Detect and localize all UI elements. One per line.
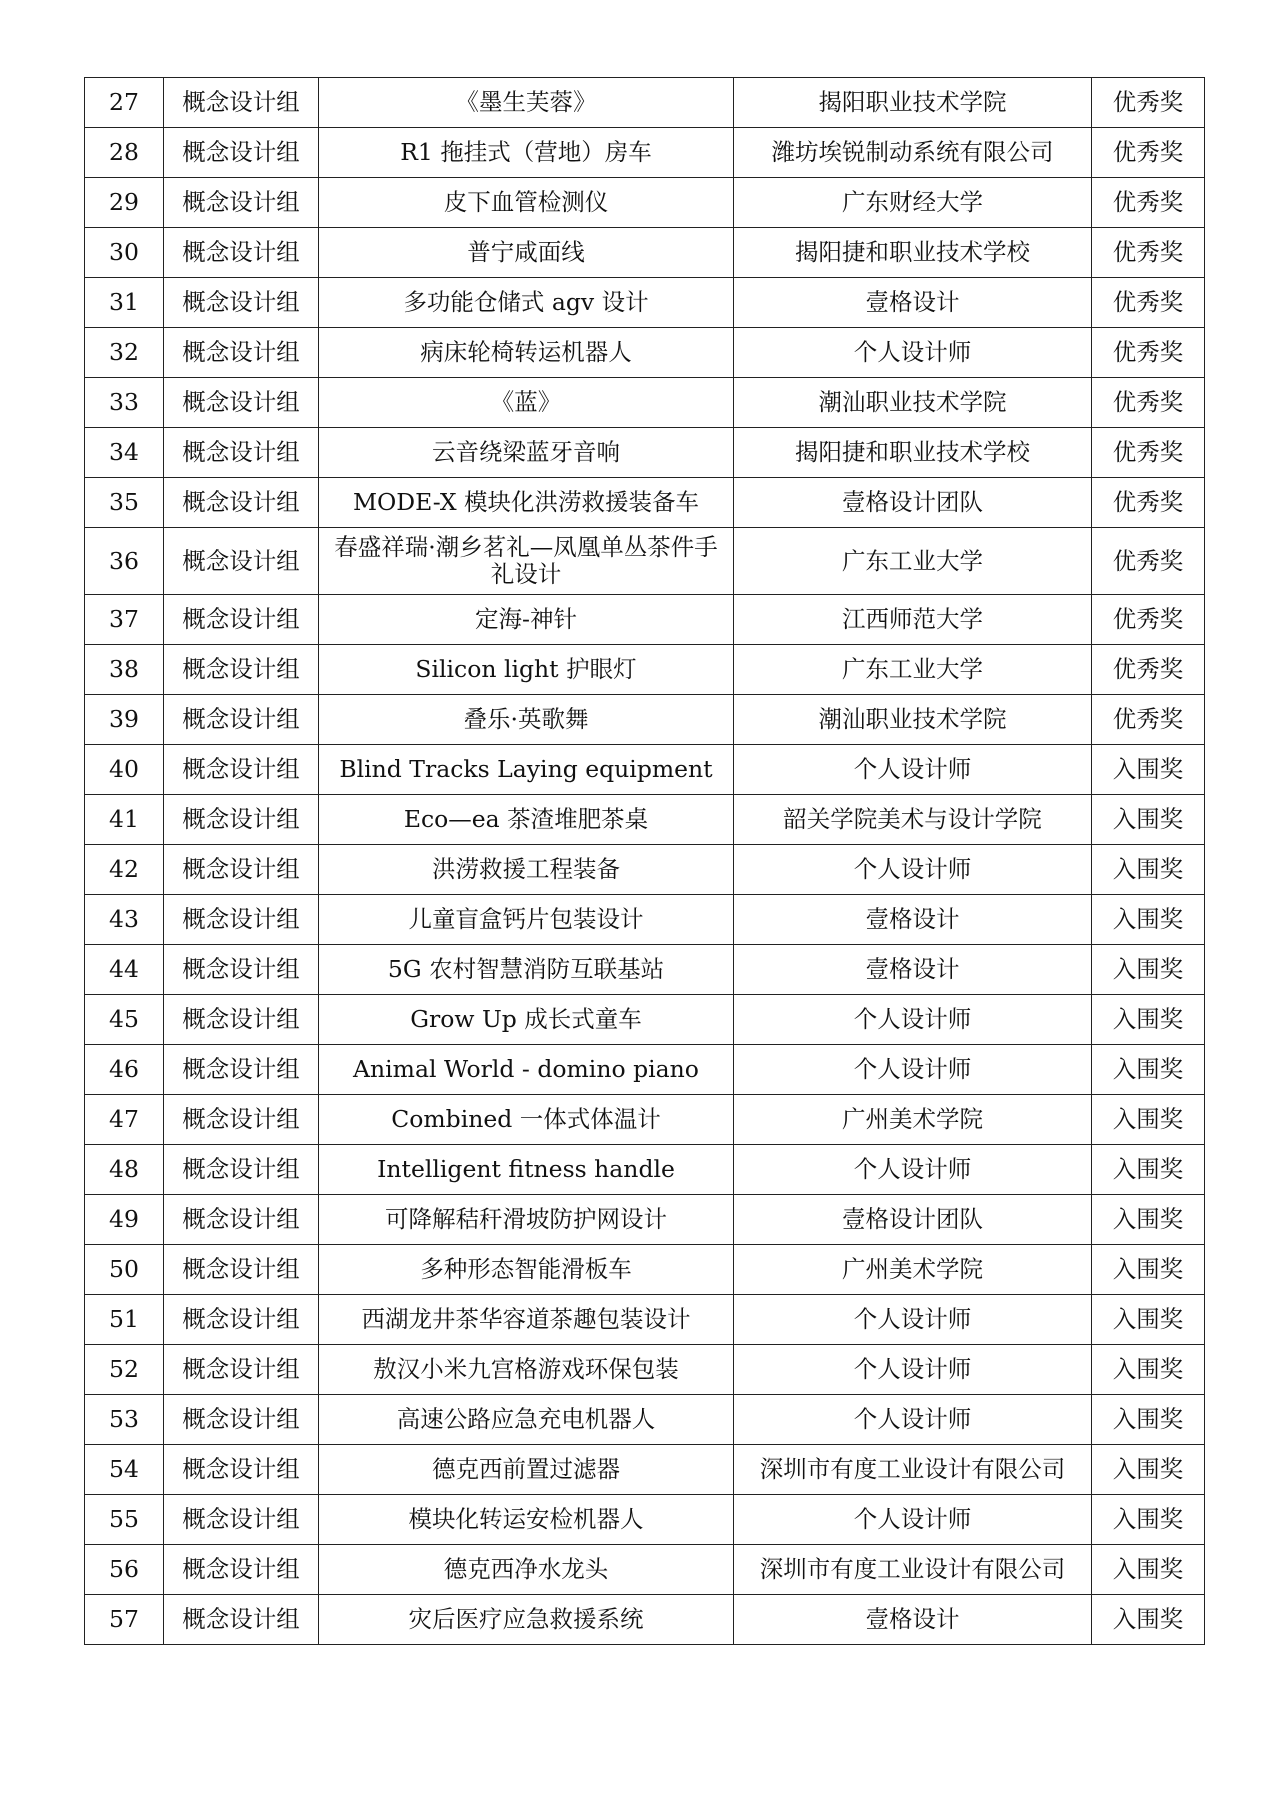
table-row xyxy=(85,645,1205,695)
cell-work-title: 叠乐·英歌舞 xyxy=(319,695,734,745)
cell-work-title: Intelligent fitness handle xyxy=(319,1145,734,1195)
cell-organization: 个人设计师 xyxy=(734,1345,1092,1395)
cell-group: 概念设计组 xyxy=(164,745,319,795)
table-row xyxy=(85,178,1205,228)
cell-award: 入围奖 xyxy=(1092,1445,1205,1495)
cell-number: 54 xyxy=(85,1445,164,1495)
cell-group: 概念设计组 xyxy=(164,645,319,695)
table-row xyxy=(85,1295,1205,1345)
table-row xyxy=(85,328,1205,378)
cell-number: 30 xyxy=(85,228,164,278)
cell-number: 35 xyxy=(85,478,164,528)
cell-work-title: 敖汉小米九宫格游戏环保包装 xyxy=(319,1345,734,1395)
cell-number: 41 xyxy=(85,795,164,845)
cell-number: 36 xyxy=(85,528,164,595)
cell-work-title: 《墨生芙蓉》 xyxy=(319,78,734,128)
table-row xyxy=(85,1445,1205,1495)
table-row xyxy=(85,228,1205,278)
cell-group: 概念设计组 xyxy=(164,178,319,228)
table-row xyxy=(85,1045,1205,1095)
cell-group: 概念设计组 xyxy=(164,1395,319,1445)
cell-work-title: 定海-神针 xyxy=(319,595,734,645)
cell-award: 入围奖 xyxy=(1092,895,1205,945)
cell-organization: 深圳市有度工业设计有限公司 xyxy=(734,1445,1092,1495)
cell-group: 概念设计组 xyxy=(164,1245,319,1295)
cell-work-title: 普宁咸面线 xyxy=(319,228,734,278)
cell-group: 概念设计组 xyxy=(164,128,319,178)
cell-organization: 潮汕职业技术学院 xyxy=(734,695,1092,745)
table-row xyxy=(85,1395,1205,1445)
cell-award: 入围奖 xyxy=(1092,1345,1205,1395)
cell-work-title: Silicon light 护眼灯 xyxy=(319,645,734,695)
awards-table xyxy=(84,77,1205,1645)
cell-number: 40 xyxy=(85,745,164,795)
cell-number: 53 xyxy=(85,1395,164,1445)
cell-award: 入围奖 xyxy=(1092,795,1205,845)
cell-work-title: Animal World - domino piano xyxy=(319,1045,734,1095)
cell-organization: 壹格设计 xyxy=(734,895,1092,945)
cell-award: 入围奖 xyxy=(1092,1395,1205,1445)
cell-work-title: Grow Up 成长式童车 xyxy=(319,995,734,1045)
table-row xyxy=(85,945,1205,995)
cell-group: 概念设计组 xyxy=(164,1445,319,1495)
cell-organization: 广东工业大学 xyxy=(734,645,1092,695)
cell-organization: 个人设计师 xyxy=(734,1395,1092,1445)
cell-award: 优秀奖 xyxy=(1092,595,1205,645)
cell-organization: 广东工业大学 xyxy=(734,528,1092,595)
table-row xyxy=(85,528,1205,595)
cell-award: 入围奖 xyxy=(1092,1195,1205,1245)
table-row xyxy=(85,1145,1205,1195)
cell-award: 优秀奖 xyxy=(1092,378,1205,428)
cell-organization: 揭阳职业技术学院 xyxy=(734,78,1092,128)
cell-work-title: 德克西前置过滤器 xyxy=(319,1445,734,1495)
cell-organization: 揭阳捷和职业技术学校 xyxy=(734,228,1092,278)
cell-group: 概念设计组 xyxy=(164,1295,319,1345)
table-row xyxy=(85,895,1205,945)
cell-group: 概念设计组 xyxy=(164,378,319,428)
table-row xyxy=(85,695,1205,745)
cell-organization: 广东财经大学 xyxy=(734,178,1092,228)
table-row xyxy=(85,745,1205,795)
cell-award: 入围奖 xyxy=(1092,945,1205,995)
cell-award: 入围奖 xyxy=(1092,1295,1205,1345)
cell-number: 44 xyxy=(85,945,164,995)
cell-work-title: Blind Tracks Laying equipment xyxy=(319,745,734,795)
cell-organization: 广州美术学院 xyxy=(734,1245,1092,1295)
cell-award: 优秀奖 xyxy=(1092,645,1205,695)
cell-group: 概念设计组 xyxy=(164,328,319,378)
cell-group: 概念设计组 xyxy=(164,428,319,478)
cell-work-title: R1 拖挂式（营地）房车 xyxy=(319,128,734,178)
table-row xyxy=(85,378,1205,428)
cell-award: 优秀奖 xyxy=(1092,128,1205,178)
cell-organization: 深圳市有度工业设计有限公司 xyxy=(734,1545,1092,1595)
table-row xyxy=(85,1545,1205,1595)
cell-organization: 壹格设计 xyxy=(734,945,1092,995)
cell-number: 27 xyxy=(85,78,164,128)
table-row xyxy=(85,1345,1205,1395)
cell-organization: 揭阳捷和职业技术学校 xyxy=(734,428,1092,478)
table-row xyxy=(85,128,1205,178)
cell-group: 概念设计组 xyxy=(164,1495,319,1545)
cell-award: 优秀奖 xyxy=(1092,278,1205,328)
cell-number: 45 xyxy=(85,995,164,1045)
table-row xyxy=(85,1595,1205,1645)
table-row xyxy=(85,1245,1205,1295)
cell-group: 概念设计组 xyxy=(164,1595,319,1645)
table-row xyxy=(85,1195,1205,1245)
cell-work-title: 多种形态智能滑板车 xyxy=(319,1245,734,1295)
cell-group: 概念设计组 xyxy=(164,895,319,945)
table-row xyxy=(85,995,1205,1045)
cell-organization: 个人设计师 xyxy=(734,745,1092,795)
cell-group: 概念设计组 xyxy=(164,78,319,128)
cell-group: 概念设计组 xyxy=(164,1095,319,1145)
cell-award: 优秀奖 xyxy=(1092,78,1205,128)
cell-group: 概念设计组 xyxy=(164,528,319,595)
cell-number: 34 xyxy=(85,428,164,478)
cell-organization: 壹格设计团队 xyxy=(734,478,1092,528)
cell-number: 55 xyxy=(85,1495,164,1545)
cell-work-title: 云音绕梁蓝牙音响 xyxy=(319,428,734,478)
cell-award: 入围奖 xyxy=(1092,1495,1205,1545)
table-row xyxy=(85,795,1205,845)
cell-work-title: 春盛祥瑞·潮乡茗礼—凤凰单丛茶件手礼设计 xyxy=(319,528,734,595)
table-row xyxy=(85,478,1205,528)
cell-number: 48 xyxy=(85,1145,164,1195)
table-row xyxy=(85,845,1205,895)
cell-award: 入围奖 xyxy=(1092,1095,1205,1145)
cell-group: 概念设计组 xyxy=(164,845,319,895)
cell-organization: 个人设计师 xyxy=(734,845,1092,895)
cell-award: 优秀奖 xyxy=(1092,478,1205,528)
cell-award: 优秀奖 xyxy=(1092,178,1205,228)
cell-work-title: 德克西净水龙头 xyxy=(319,1545,734,1595)
cell-work-title: 《蓝》 xyxy=(319,378,734,428)
cell-work-title: 模块化转运安检机器人 xyxy=(319,1495,734,1545)
cell-number: 37 xyxy=(85,595,164,645)
cell-group: 概念设计组 xyxy=(164,795,319,845)
cell-work-title: Combined 一体式体温计 xyxy=(319,1095,734,1145)
cell-work-title: 多功能仓储式 agv 设计 xyxy=(319,278,734,328)
cell-award: 优秀奖 xyxy=(1092,528,1205,595)
awards-table-body xyxy=(85,78,1205,1645)
cell-organization: 个人设计师 xyxy=(734,995,1092,1045)
table-row xyxy=(85,78,1205,128)
cell-award: 优秀奖 xyxy=(1092,228,1205,278)
cell-award: 优秀奖 xyxy=(1092,328,1205,378)
cell-number: 39 xyxy=(85,695,164,745)
cell-work-title: 5G 农村智慧消防互联基站 xyxy=(319,945,734,995)
table-row xyxy=(85,278,1205,328)
cell-number: 29 xyxy=(85,178,164,228)
cell-work-title: 儿童盲盒钙片包装设计 xyxy=(319,895,734,945)
cell-work-title: 高速公路应急充电机器人 xyxy=(319,1395,734,1445)
cell-group: 概念设计组 xyxy=(164,278,319,328)
cell-group: 概念设计组 xyxy=(164,995,319,1045)
cell-number: 50 xyxy=(85,1245,164,1295)
cell-group: 概念设计组 xyxy=(164,1195,319,1245)
table-row xyxy=(85,1095,1205,1145)
cell-work-title: 灾后医疗应急救援系统 xyxy=(319,1595,734,1645)
cell-organization: 个人设计师 xyxy=(734,328,1092,378)
cell-organization: 个人设计师 xyxy=(734,1145,1092,1195)
cell-organization: 个人设计师 xyxy=(734,1295,1092,1345)
cell-work-title: 西湖龙井茶华容道茶趣包装设计 xyxy=(319,1295,734,1345)
cell-group: 概念设计组 xyxy=(164,695,319,745)
cell-award: 优秀奖 xyxy=(1092,695,1205,745)
cell-number: 33 xyxy=(85,378,164,428)
cell-organization: 潍坊埃锐制动系统有限公司 xyxy=(734,128,1092,178)
cell-group: 概念设计组 xyxy=(164,1545,319,1595)
table-row xyxy=(85,428,1205,478)
cell-organization: 韶关学院美术与设计学院 xyxy=(734,795,1092,845)
cell-number: 49 xyxy=(85,1195,164,1245)
cell-group: 概念设计组 xyxy=(164,1345,319,1395)
cell-number: 47 xyxy=(85,1095,164,1145)
cell-number: 28 xyxy=(85,128,164,178)
cell-number: 32 xyxy=(85,328,164,378)
cell-organization: 个人设计师 xyxy=(734,1495,1092,1545)
cell-award: 入围奖 xyxy=(1092,1145,1205,1195)
cell-group: 概念设计组 xyxy=(164,1045,319,1095)
cell-number: 57 xyxy=(85,1595,164,1645)
cell-award: 入围奖 xyxy=(1092,1545,1205,1595)
cell-organization: 潮汕职业技术学院 xyxy=(734,378,1092,428)
table-row xyxy=(85,595,1205,645)
cell-award: 入围奖 xyxy=(1092,845,1205,895)
cell-number: 56 xyxy=(85,1545,164,1595)
cell-number: 42 xyxy=(85,845,164,895)
cell-award: 入围奖 xyxy=(1092,995,1205,1045)
cell-number: 31 xyxy=(85,278,164,328)
cell-work-title: 病床轮椅转运机器人 xyxy=(319,328,734,378)
cell-award: 入围奖 xyxy=(1092,1045,1205,1095)
cell-number: 51 xyxy=(85,1295,164,1345)
cell-number: 43 xyxy=(85,895,164,945)
cell-group: 概念设计组 xyxy=(164,945,319,995)
cell-award: 入围奖 xyxy=(1092,1245,1205,1295)
cell-award: 优秀奖 xyxy=(1092,428,1205,478)
cell-work-title: 可降解秸秆滑坡防护网设计 xyxy=(319,1195,734,1245)
cell-group: 概念设计组 xyxy=(164,478,319,528)
cell-organization: 个人设计师 xyxy=(734,1045,1092,1095)
cell-work-title: MODE-X 模块化洪涝救援装备车 xyxy=(319,478,734,528)
cell-number: 46 xyxy=(85,1045,164,1095)
cell-work-title: 皮下血管检测仪 xyxy=(319,178,734,228)
cell-organization: 壹格设计团队 xyxy=(734,1195,1092,1245)
cell-award: 入围奖 xyxy=(1092,1595,1205,1645)
cell-number: 38 xyxy=(85,645,164,695)
cell-group: 概念设计组 xyxy=(164,1145,319,1195)
table-row xyxy=(85,1495,1205,1545)
cell-organization: 江西师范大学 xyxy=(734,595,1092,645)
cell-work-title: Eco—ea 茶渣堆肥茶桌 xyxy=(319,795,734,845)
cell-work-title: 洪涝救援工程装备 xyxy=(319,845,734,895)
cell-award: 入围奖 xyxy=(1092,745,1205,795)
cell-organization: 壹格设计 xyxy=(734,278,1092,328)
cell-number: 52 xyxy=(85,1345,164,1395)
cell-organization: 壹格设计 xyxy=(734,1595,1092,1645)
cell-group: 概念设计组 xyxy=(164,228,319,278)
cell-organization: 广州美术学院 xyxy=(734,1095,1092,1145)
cell-group: 概念设计组 xyxy=(164,595,319,645)
